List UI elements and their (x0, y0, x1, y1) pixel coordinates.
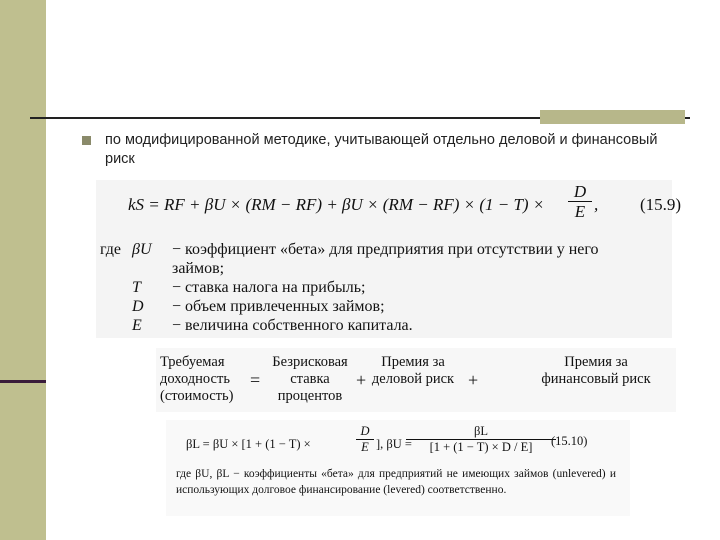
fraction-numerator: βL (406, 424, 556, 440)
formula-number: (15.10) (551, 434, 588, 448)
fraction-denominator: [1 + (1 − T) × D / E] (429, 440, 533, 454)
legend-text: − коэффициент «бета» для предприятия при отсутствии у него (172, 241, 599, 258)
term-business-risk-premium: Премия за деловой риск (371, 354, 455, 387)
legend-text: займов; (172, 260, 225, 277)
formula-fraction (406, 424, 556, 455)
plus-sign: + (468, 370, 479, 390)
formula-panel-15-9 (96, 180, 682, 338)
left-decorative-band (0, 0, 46, 540)
legend-symbol (132, 259, 172, 278)
formula-legend (100, 240, 670, 335)
legend-prefix (100, 297, 132, 316)
bullet-marker (82, 136, 91, 145)
formula-panel-15-10 (166, 420, 630, 516)
legend-row (100, 297, 670, 316)
formula-fraction (568, 182, 592, 221)
legend-text: − величина собственного капитала. (172, 317, 413, 334)
legend-text: − ставка налога на прибыль; (172, 279, 366, 296)
legend-prefix (100, 259, 132, 278)
formula-legend: где βU, βL − коэффициенты «бета» для предприятий не имеющих займов (unlevered) и использующих долговое финансирование (levered) соответственно. (176, 468, 616, 496)
term-required-return: Требуемая доходность (стоимость) (160, 354, 234, 404)
bullet-text: по модифицированной методике, учитывающей отдельно деловой и финансовый риск (105, 132, 658, 167)
formula-expression: kS = RF + βU × (RM − RF) + βU × (RM − RF) × (1 − T) × (128, 195, 545, 214)
fraction-denominator: E (574, 202, 586, 221)
legend-row (100, 240, 670, 259)
formula-number: (15.9) (640, 195, 682, 214)
equals-sign: = (250, 370, 261, 390)
legend-symbol: D (132, 298, 144, 315)
legend-prefix: где (100, 241, 122, 258)
legend-prefix (100, 316, 132, 335)
formula-trailing-comma: , (594, 195, 599, 214)
word-equation-panel (156, 348, 676, 412)
term-financial-risk-premium: Премия за финансовый риск (541, 354, 651, 387)
fraction-numerator: D (356, 424, 374, 440)
legend-symbol: T (132, 279, 141, 296)
divider-accent (540, 110, 685, 124)
legend-row (100, 259, 670, 278)
legend-text: − объем привлеченных займов; (172, 298, 385, 315)
legend-prefix (100, 278, 132, 297)
formula-fraction (356, 424, 374, 455)
legend-symbol: βU (132, 241, 152, 258)
fraction-numerator: D (568, 182, 592, 202)
term-risk-free-rate: Безрисковая ставка процентов (272, 354, 348, 404)
plus-sign: + (356, 370, 367, 390)
legend-symbol: E (132, 317, 142, 334)
formula-part-1: βL = βU × [1 + (1 − T) × (186, 437, 311, 451)
left-band-accent (0, 380, 46, 383)
legend-row (100, 316, 670, 335)
fraction-denominator: E (361, 440, 369, 454)
formula-part-2: ], βU = (376, 437, 412, 451)
legend-row (100, 278, 670, 297)
